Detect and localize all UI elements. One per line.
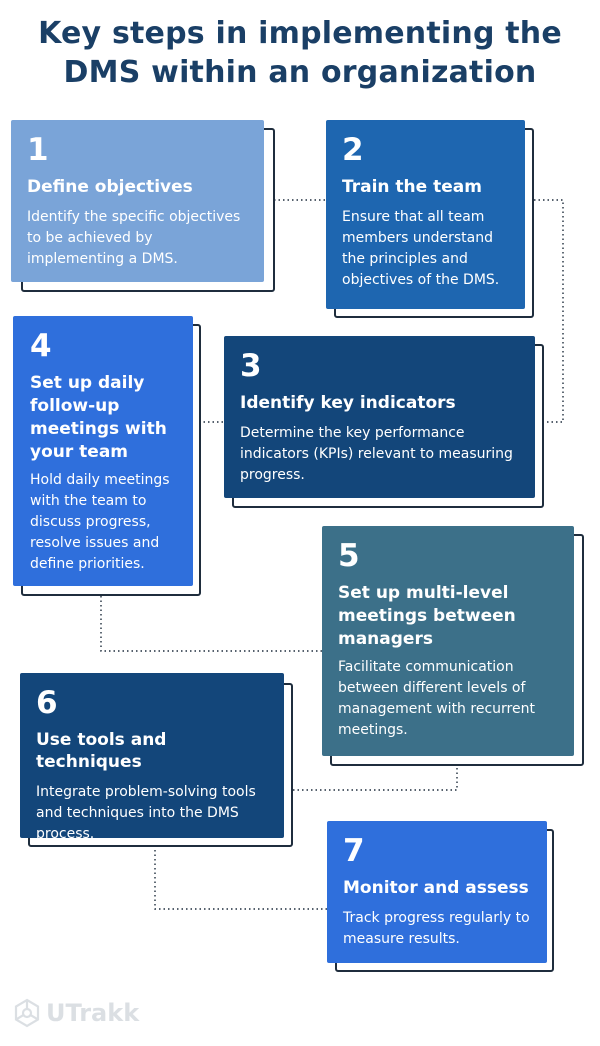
step-5-card [322,526,574,756]
step-number: 4 [30,328,52,364]
step-number: 7 [343,833,365,869]
step-description: Integrate problem-solving tools and techniques into the DMS process. [36,784,256,842]
step-number: 1 [27,132,49,168]
step-heading: Monitor and assess [343,878,529,898]
step-description: Hold daily meetings with the team to discuss progress, resolve issues and define priorities. [30,472,170,572]
step-heading: Set up multi-level meetings between managers [338,583,516,649]
utrakk-logo-icon [12,998,42,1028]
step-number: 3 [240,348,262,384]
step-description: Track progress regularly to measure results. [343,910,530,947]
step-description: Identify the specific objectives to be achieved by implementing a DMS. [27,209,241,267]
step-heading: Use tools and techniques [36,730,167,772]
step-4-card [13,316,193,586]
utrakk-logo [12,998,139,1028]
step-description: Determine the key performance indicators (KPIs) relevant to measuring progress. [240,425,513,483]
step-number: 2 [342,132,364,168]
step-description: Facilitate communication between different levels of management with recurrent meetings. [338,659,535,738]
page-title-line-1: Key steps in implementing the [38,16,562,51]
step-heading: Set up daily follow-up meetings with your team [30,373,167,462]
step-6 [20,673,295,849]
step-number: 6 [36,685,58,721]
step-heading: Identify key indicators [240,393,456,413]
step-heading: Train the team [342,177,482,197]
page-title-line-2: DMS within an organization [63,55,537,90]
page-title [0,14,600,92]
step-1-card [11,120,264,282]
logo-brand-text: UTrakk [46,999,140,1027]
step-2 [326,120,536,320]
step-number: 5 [338,538,360,574]
step-5 [322,526,584,768]
step-7-card [327,821,547,963]
step-1 [11,120,275,294]
step-4 [13,316,203,598]
step-7 [327,821,556,974]
step-3-card [224,336,535,498]
step-2-card [326,120,525,309]
step-3 [224,336,546,510]
connector-6-7 [155,850,327,909]
connector-5-6 [293,768,457,790]
step-description: Ensure that all team members understand the principles and objectives of the DMS. [342,209,500,288]
connector-4-5 [101,596,322,651]
step-6-card [20,673,284,842]
step-heading: Define objectives [27,177,193,197]
